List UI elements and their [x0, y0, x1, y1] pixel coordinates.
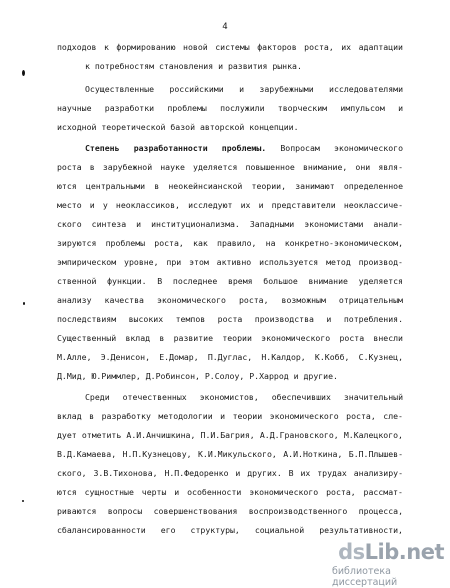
text-line: зируются проблемы роста, как правило, на конкретно-экономическом, — [57, 238, 403, 248]
text-line: Среди отечественных экономистов, обеспечивших значительный — [85, 392, 403, 402]
text-line: к потребностям становления и развития рынка. — [85, 61, 302, 71]
text-line: дует отметить А.И.Анчишкина, П.И.Багрия, А.Д.Грановского, М.Калецкого, — [57, 430, 403, 440]
text-line: последствиям высоких темпов роста производства и потребления. — [57, 314, 403, 324]
text-line: В.Д.Камаева, Н.П.Кузнецову, К.И.Микульского, А.И.Ноткина, Б.П.Плышев- — [57, 449, 403, 459]
text-line: эмпирическом уровне, при этом активно используется метод производ- — [57, 257, 403, 267]
text-line: ского, З.В.Тихонова, Н.П.Федоренко и других. В их трудах анализиру- — [57, 468, 403, 478]
text-line: подходов к формированию новой системы факторов роста, их адаптации — [57, 42, 403, 52]
text-line: Существенный вклад в развитие теории экономического роста внесли — [57, 333, 403, 343]
text-line: ются центральными в неокейнсианской теории, занимают определенное — [57, 181, 403, 191]
watermark — [332, 538, 450, 588]
text-line: научные разработки проблемы послужили творческим импульсом и — [57, 103, 403, 113]
text-line: риваются вопросы совершенствования воспроизводственного процесса, — [57, 506, 403, 516]
text-line: сбалансированности его структуры, социальной результативности, — [57, 525, 403, 535]
text-line: Д.Мид, Ю.Риммлер, Д.Робинсон, Р.Солоу, Р.Харрод и другие. — [57, 371, 338, 381]
text-line: исходной теоретической базой авторской концепции. — [57, 122, 299, 132]
watermark-subtitle: библиотека диссертаций — [332, 566, 398, 588]
text-line — [85, 143, 403, 154]
text-line: роста в зарубежной науке уделяется повышенное внимание, они явля- — [57, 162, 403, 172]
section-heading: Степень разработанности проблемы. — [85, 143, 267, 153]
text-line: Осуществленные российскими и зарубежными исследователями — [85, 84, 403, 94]
text-line: место и у неоклассиков, исследуют их и представители неоклассиче- — [57, 200, 403, 210]
page-number: 4 — [222, 22, 228, 32]
text-line: анализу качества экономического роста, возможным отрицательным — [57, 295, 403, 305]
text-line: ского синтеза и институционализма. Западными экономистами анали- — [57, 219, 403, 229]
text-line: ственной функции. В последнее время большое внимание уделяется — [57, 276, 403, 286]
text-line: М.Алле, Э.Денисон, Е.Домар, П.Дуглас, Н.Калдор, К.Кобб, С.Кузнец, — [57, 352, 403, 362]
watermark-logo: dsLib.net — [338, 540, 444, 564]
text-line: ются сущностные черты и особенности экономического роста, рассмат- — [57, 487, 403, 497]
text-line-rest: Вопросам экономического — [280, 143, 403, 153]
text-line: вклад в разработку методологии и теории экономического роста, сле- — [57, 411, 403, 421]
